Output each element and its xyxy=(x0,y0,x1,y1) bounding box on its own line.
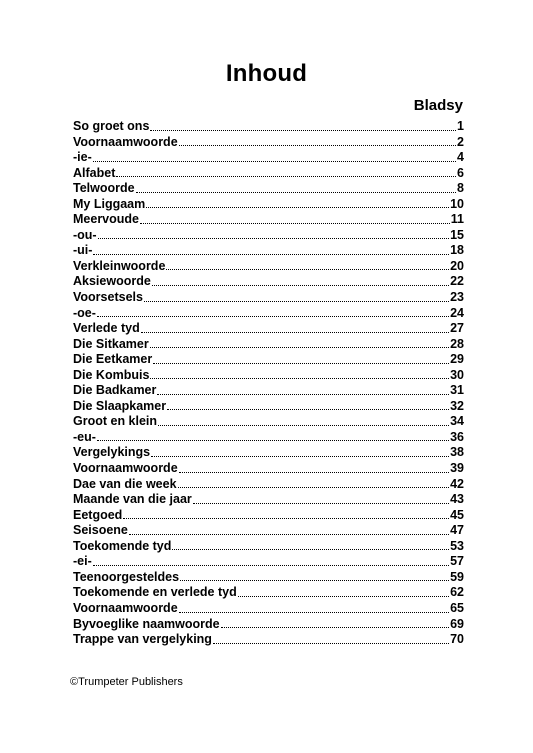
dot-leader xyxy=(193,502,449,504)
dot-leader xyxy=(179,144,456,146)
dot-leader xyxy=(150,377,449,379)
toc-entry-label: Vergelykings xyxy=(73,445,151,460)
toc-entry-page-number: 39 xyxy=(450,461,464,476)
toc-entry-label: Trappe van vergelyking xyxy=(73,632,212,647)
toc-entry-page-number: 31 xyxy=(450,383,464,398)
dot-leader xyxy=(93,253,449,255)
toc-entry-page-number: 65 xyxy=(450,600,464,615)
toc-entry-page-number: 2 xyxy=(457,134,464,149)
toc-entry xyxy=(73,150,464,166)
toc-entry-page-number: 38 xyxy=(450,445,464,460)
toc-entry-page-number: 1 xyxy=(457,119,464,133)
toc-entry-label: Voornaamwoorde xyxy=(73,134,178,149)
toc-entry xyxy=(73,430,464,446)
toc-entry xyxy=(73,601,464,617)
toc-entry xyxy=(73,570,464,586)
toc-entry-page-number: 53 xyxy=(450,538,464,553)
dot-leader xyxy=(167,408,449,410)
dot-leader xyxy=(180,579,449,581)
toc-entry-page-number: 22 xyxy=(450,274,464,289)
dot-leader xyxy=(172,548,449,550)
toc-entry xyxy=(73,461,464,477)
toc-entry-label: Verkleinwoorde xyxy=(73,258,166,273)
toc-entry-page-number: 28 xyxy=(450,336,464,351)
toc-entry-page-number: 23 xyxy=(450,290,464,305)
toc-entry xyxy=(73,337,464,353)
toc-entry-page-number: 47 xyxy=(450,523,464,538)
toc-entry-label: Alfabet xyxy=(73,165,116,180)
toc-entry-page-number: 11 xyxy=(450,212,464,227)
dot-leader xyxy=(123,517,449,519)
toc-entry-label: Telwoorde xyxy=(73,181,135,196)
toc-entry-page-number: 34 xyxy=(450,414,464,429)
toc-entry xyxy=(73,399,464,415)
toc-entry-page-number: 42 xyxy=(450,476,464,491)
toc-entry-label: Toekomende tyd xyxy=(73,538,172,553)
toc-entry-label: -eu- xyxy=(73,429,96,444)
toc-entry-page-number: 6 xyxy=(457,165,464,180)
toc-entry-label: Teenoorgesteldes xyxy=(73,569,180,584)
toc-entry-label: Byvoeglike naamwoorde xyxy=(73,616,220,631)
dot-leader xyxy=(93,160,456,162)
toc-entry-page-number: 30 xyxy=(450,367,464,382)
toc-entry-label: Aksiewoorde xyxy=(73,274,151,289)
toc-entry xyxy=(73,617,464,633)
toc-entry-page-number: 18 xyxy=(450,243,464,258)
toc-entry-label: Die Badkamer xyxy=(73,383,157,398)
toc-entry xyxy=(73,290,464,306)
toc-entry-page-number: 29 xyxy=(450,352,464,367)
toc-entry xyxy=(73,585,464,601)
toc-entry-page-number: 45 xyxy=(450,507,464,522)
dot-leader xyxy=(150,129,456,131)
dot-leader xyxy=(141,331,449,333)
toc-entry-label: Voorsetsels xyxy=(73,290,143,305)
dot-leader xyxy=(158,424,449,426)
toc-entry-label: Toekomende en verlede tyd xyxy=(73,585,237,600)
toc-entry-page-number: 62 xyxy=(450,585,464,600)
toc-entry xyxy=(73,414,464,430)
toc-entry xyxy=(73,181,464,197)
toc-entry xyxy=(73,492,464,508)
toc-entry-label: -ou- xyxy=(73,227,97,242)
toc-entry-label: Voornaamwoorde xyxy=(73,600,178,615)
page-title: Inhoud xyxy=(225,60,308,87)
dot-leader xyxy=(116,175,456,177)
copyright-footer: ©Trumpeter Publishers xyxy=(70,676,183,688)
toc-entry xyxy=(73,523,464,539)
toc-entry xyxy=(73,539,464,555)
toc-entry-label: So groet ons xyxy=(73,119,150,133)
dot-leader xyxy=(144,300,449,302)
page-column-header: Bladsy xyxy=(413,97,463,114)
toc-entry xyxy=(73,197,464,213)
dot-leader xyxy=(221,626,450,628)
toc-entry-page-number: 24 xyxy=(450,305,464,320)
toc-entry xyxy=(73,259,464,275)
toc-entry-page-number: 36 xyxy=(450,429,464,444)
toc-entry-page-number: 27 xyxy=(450,321,464,336)
dot-leader xyxy=(136,191,456,193)
toc-entry-label: Die Slaapkamer xyxy=(73,398,167,413)
toc-entry-label: Seisoene xyxy=(73,523,128,538)
toc-entry-label: Voornaamwoorde xyxy=(73,461,178,476)
dot-leader xyxy=(213,642,449,644)
toc-entry xyxy=(73,368,464,384)
toc-entry xyxy=(73,306,464,322)
dot-leader xyxy=(157,393,449,395)
toc-entry-label: Dae van die week xyxy=(73,476,177,491)
toc-entry-label: Meervoude xyxy=(73,212,139,227)
toc-entry-label: Die Kombuis xyxy=(73,367,150,382)
dot-leader xyxy=(97,315,449,317)
toc-entry xyxy=(73,274,464,290)
dot-leader xyxy=(179,471,449,473)
toc-entry xyxy=(73,321,464,337)
toc-entry-page-number: 70 xyxy=(450,632,464,647)
toc-entry-label: Die Sitkamer xyxy=(73,336,149,351)
dot-leader xyxy=(129,533,449,535)
toc-entry xyxy=(73,166,464,182)
dot-leader xyxy=(153,362,449,364)
dot-leader xyxy=(93,564,449,566)
dot-leader xyxy=(238,595,449,597)
toc-entry-label: Verlede tyd xyxy=(73,321,140,336)
toc-entry-label: Eetgoed xyxy=(73,507,123,522)
toc-entry xyxy=(73,228,464,244)
dot-leader xyxy=(166,268,449,270)
toc-entry xyxy=(73,135,464,151)
toc-entry-label: -ui- xyxy=(73,243,93,258)
dot-leader xyxy=(140,222,450,224)
toc-entry-page-number: 4 xyxy=(457,150,464,165)
toc-entry-page-number: 32 xyxy=(450,398,464,413)
dot-leader xyxy=(97,439,449,441)
dot-leader xyxy=(178,486,450,488)
dot-leader xyxy=(98,237,449,239)
toc-entry-page-number: 59 xyxy=(450,569,464,584)
toc-entry-label: -ie- xyxy=(73,150,92,165)
dot-leader xyxy=(146,206,449,208)
toc-entry xyxy=(73,508,464,524)
table-of-contents xyxy=(73,119,464,648)
toc-entry-page-number: 15 xyxy=(450,227,464,242)
dot-leader xyxy=(150,346,449,348)
toc-entry-label: -ei- xyxy=(73,554,92,569)
toc-entry-label: My Liggaam xyxy=(73,196,146,211)
toc-entry xyxy=(73,383,464,399)
toc-entry-page-number: 69 xyxy=(450,616,464,631)
toc-entry-page-number: 57 xyxy=(450,554,464,569)
toc-entry xyxy=(73,554,464,570)
toc-entry-label: Maande van die jaar xyxy=(73,492,192,507)
toc-entry xyxy=(73,352,464,368)
toc-entry-label: Groot en klein xyxy=(73,414,158,429)
toc-entry-page-number: 10 xyxy=(450,196,464,211)
dot-leader xyxy=(179,611,449,613)
toc-entry xyxy=(73,632,464,648)
toc-entry xyxy=(73,477,464,493)
dot-leader xyxy=(152,284,449,286)
toc-entry-page-number: 8 xyxy=(457,181,464,196)
toc-entry-page-number: 43 xyxy=(450,492,464,507)
toc-entry-label: -oe- xyxy=(73,305,96,320)
dot-leader xyxy=(151,455,449,457)
toc-entry xyxy=(73,212,464,228)
toc-entry xyxy=(73,243,464,259)
toc-entry xyxy=(73,119,464,135)
toc-entry xyxy=(73,445,464,461)
toc-entry-page-number: 20 xyxy=(450,258,464,273)
toc-entry-label: Die Eetkamer xyxy=(73,352,153,367)
